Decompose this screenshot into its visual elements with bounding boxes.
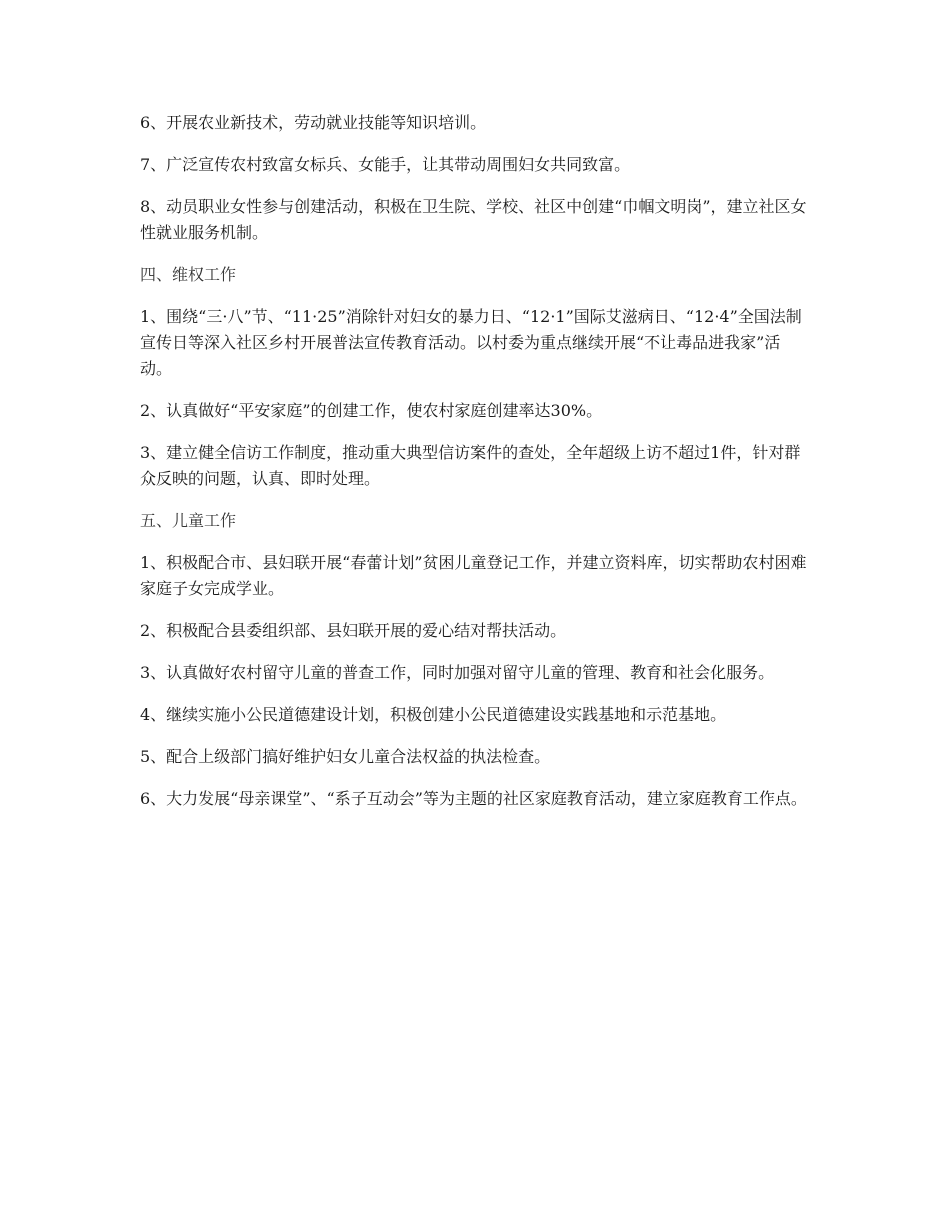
list-item: 2、认真做好“平安家庭”的创建工作，使农村家庭创建率达30%。 <box>140 401 603 420</box>
document-page <box>140 110 812 828</box>
list-item: 1、围绕“三·八”节、“11·25”消除针对妇女的暴力日、“12·1”国际艾滋病日、“12·4”全国法制宣传日等深入社区乡村开展普法宣传教育活动。以村委为重点继续开展“不让毒品进我家”活动。 <box>140 307 802 378</box>
list-item: 8、动员职业女性参与创建活动，积极在卫生院、学校、社区中创建“巾帼文明岗”，建立社区女性就业服务机制。 <box>140 197 807 242</box>
list-item: 5、配合上级部门搞好维护妇女儿童合法权益的执法检查。 <box>140 747 551 766</box>
list-item: 2、积极配合县委组织部、县妇联开展的爱心结对帮扶活动。 <box>140 621 567 640</box>
list-item: 6、大力发展“母亲课堂”、“系子互动会”等为主题的社区家庭教育活动，建立家庭教育工作点。 <box>140 789 807 808</box>
list-item: 3、建立健全信访工作制度，推动重大典型信访案件的查处，全年超级上访不超过1件，针对群众反映的问题，认真、即时处理。 <box>140 443 801 488</box>
section-heading: 五、儿童工作 <box>140 511 237 530</box>
list-item: 4、继续实施小公民道德建设计划，积极创建小公民道德建设实践基地和示范基地。 <box>140 705 727 724</box>
section-heading: 四、维权工作 <box>140 265 237 284</box>
list-item: 7、广泛宣传农村致富女标兵、女能手，让其带动周围妇女共同致富。 <box>140 155 631 174</box>
list-item: 6、开展农业新技术，劳动就业技能等知识培训。 <box>140 113 487 132</box>
list-item: 1、积极配合市、县妇联开展“春蕾计划”贫困儿童登记工作，并建立资料库，切实帮助农村困难家庭子女完成学业。 <box>140 553 807 598</box>
list-item: 3、认真做好农村留守儿童的普查工作，同时加强对留守儿童的管理、教育和社会化服务。 <box>140 663 775 682</box>
